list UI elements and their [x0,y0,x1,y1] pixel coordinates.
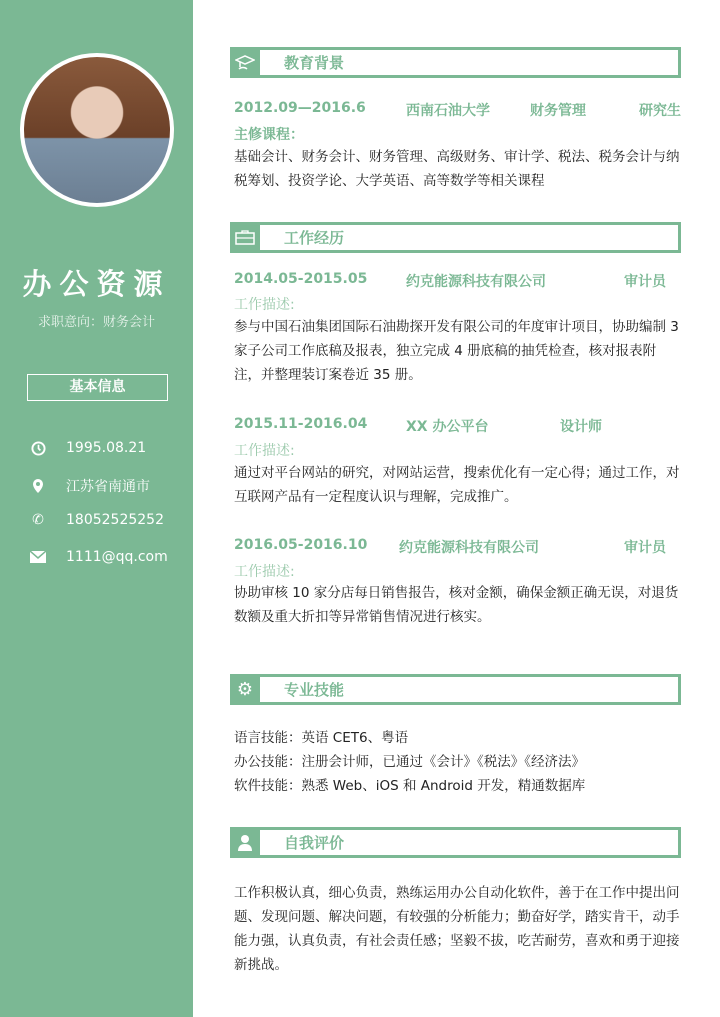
work-desc-label: 工作描述: [234,564,295,580]
section-header-self-evaluation [230,827,681,858]
phone-icon: ✆ [32,512,44,528]
work-desc-label: 工作描述: [234,443,295,459]
work-period: 2016.05-2016.10 [234,537,368,553]
self-evaluation-text: 工作积极认真，细心负责，熟练运用办公自动化软件，善于在工作中提出问题、发现问题、解决问题，有较强的分析能力；勤奋好学，踏实肯干，动手能力强，认真负责，有社会责任感；坚毅不拔，吃苦耐劳，喜欢和勇于迎接新挑战。 [234,885,680,973]
briefcase-icon [230,222,260,253]
work-company: XX 办公平台 [406,419,489,435]
info-phone [30,512,164,528]
candidate-name: 办公资源 [22,267,171,301]
work-role: 设计师 [560,419,602,435]
section-header-skills [230,674,681,705]
info-birthdate [30,440,146,456]
person-icon [230,827,260,858]
work-desc: 参与中国石油集团国际石油勘探开发有限公司的年度审计项目，协助编制 3 家子公司工作底稿及报表，独立完成 4 册底稿的抽凭检查，核对报表附注，并整理装订案卷近 35 册。 [234,319,679,383]
edu-major: 财务管理 [530,103,586,119]
skill-line: 语言技能：英语 CET6、粤语 [234,730,409,746]
courses-text: 基础会计、财务会计、财务管理、高级财务、审计学、税法、税务会计与纳税筹划、投资学论、大学英语、高等数学等相关课程 [234,149,680,189]
work-desc: 协助审核 10 家分店每日销售报告，核对金额，确保金额正确无误，对退货数额及重大折扣等异常销售情况进行核实。 [234,585,679,625]
work-role: 审计员 [624,540,666,556]
graduation-cap-icon [230,47,260,78]
info-text: 1995.08.21 [66,440,147,456]
work-company: 约克能源科技有限公司 [399,540,539,556]
edu-degree: 研究生 [639,103,681,119]
work-desc-label: 工作描述: [234,297,295,313]
section-title: 专业技能 [284,681,345,699]
work-company: 约克能源科技有限公司 [406,274,546,290]
section-title: 工作经历 [284,229,345,247]
work-desc: 通过对平台网站的研究，对网站运营，搜索优化有一定心得；通过工作，对互联网产品有一定程度认识与理解，完成推广。 [234,465,680,505]
info-text: 18052525252 [66,512,164,528]
mail-icon [30,549,46,565]
courses-label: 主修课程： [234,127,304,143]
skill-line: 软件技能：熟悉 Web、iOS 和 Android 开发，精通数据库 [234,778,586,794]
work-role: 审计员 [624,274,666,290]
info-text: 江苏省南通市 [66,479,150,495]
location-pin-icon [30,478,46,494]
job-intent: 求职意向：财务会计 [37,315,155,330]
section-header-work [230,222,681,253]
skill-line: 办公技能：注册会计师，已通过《会计》《税法》《经济法》 [234,754,585,770]
sidebar [0,0,193,1017]
section-header-education [230,47,681,78]
info-email [30,549,168,565]
clock-icon [30,440,46,456]
info-location [30,476,150,496]
work-period: 2015.11-2016.04 [234,416,368,432]
info-text: 1111@qq.com [66,549,168,565]
section-title: 自我评价 [284,834,345,852]
gear-icon: ⚙ [230,674,260,705]
work-period: 2014.05-2015.05 [234,271,368,287]
section-title: 教育背景 [284,54,345,72]
edu-school: 西南石油大学 [406,103,490,119]
edu-period: 2012.09—2016.6 [234,100,366,116]
profile-photo [20,53,174,207]
basic-info-heading: 基本信息 [27,374,168,401]
